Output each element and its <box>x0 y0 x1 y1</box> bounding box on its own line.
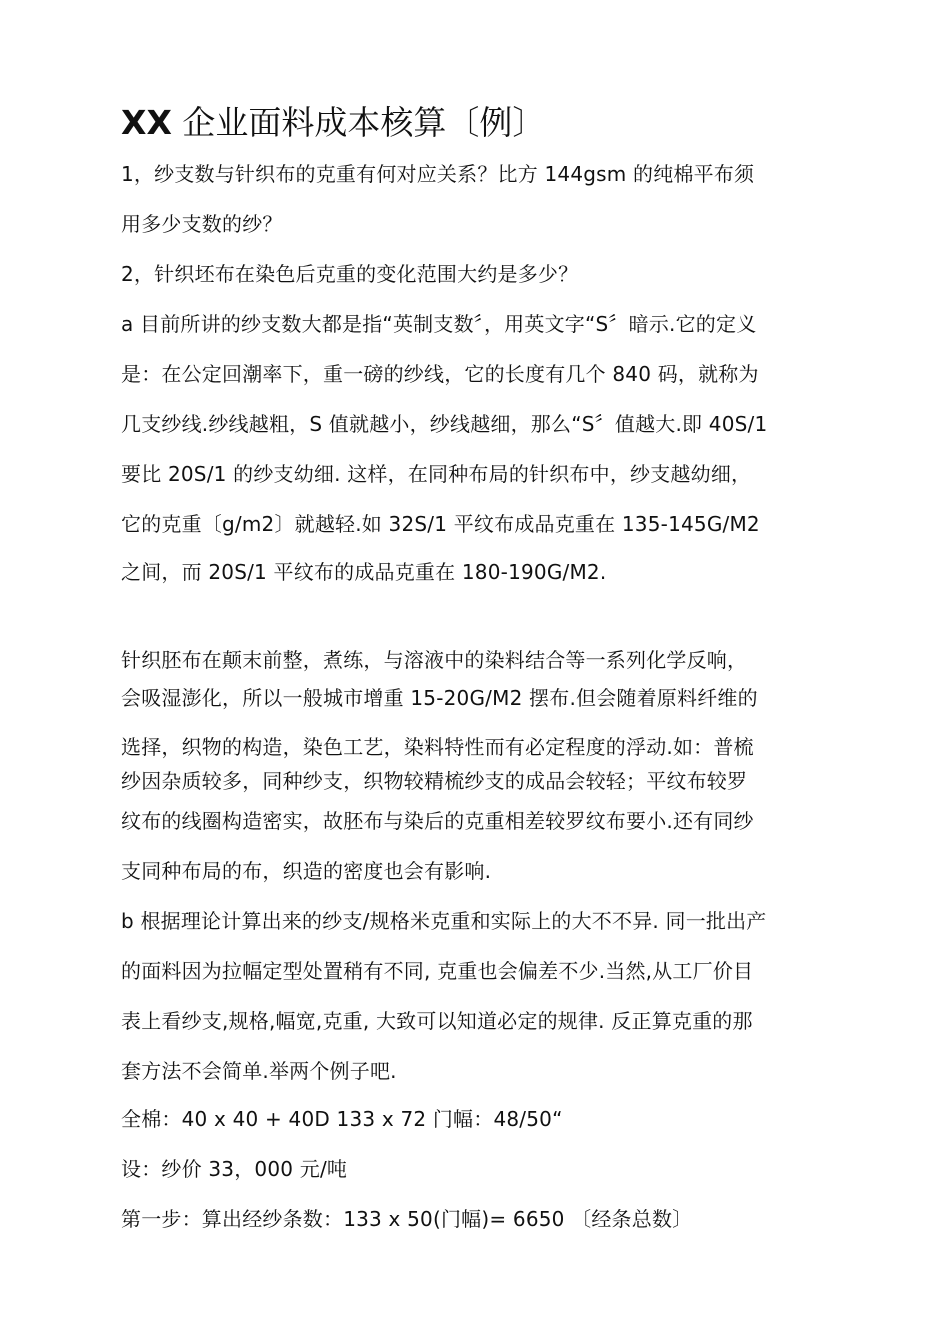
answer-a-line-2: 是：在公定回潮率下，重一磅的纱线，它的长度有几个 840 码，就称为 <box>121 362 759 386</box>
paragraph-2-line-3: 选择，织物的构造，染色工艺，染料特性而有必定程度的浮动.如：普梳 <box>121 735 754 759</box>
example-step-1: 第一步：算出经纱条数：133 x 50(门幅)= 6650 〔经条总数〕 <box>121 1207 693 1231</box>
paragraph-2-line-5: 纹布的线圈构造密实，故胚布与染后的克重相差较罗纹布要小.还有同纱 <box>121 809 754 833</box>
document-title <box>121 103 545 143</box>
question-1-line-1: 1，纱支数与针织布的克重有何对应关系？比方 144gsm 的纯棉平布须 <box>121 162 755 186</box>
answer-a-line-1: a 目前所讲的纱支数大都是指“英制支数〞，用英文字“S〞暗示.它的定义 <box>121 312 757 336</box>
answer-a-line-4: 要比 20S/1 的纱支幼细. 这样，在同种布局的针织布中，纱支越幼细， <box>121 462 752 486</box>
example-spec: 全棉：40 x 40 + 40D 133 x 72 门幅：48/50“ <box>121 1107 563 1131</box>
paragraph-2-line-4: 纱因杂质较多，同种纱支，织物较精梳纱支的成品会较轻；平纹布较罗 <box>121 769 748 793</box>
title-text: 企业面料成本核算〔例〕 <box>171 103 546 142</box>
answer-b-line-1: b 根据理论计算出来的纱支/规格米克重和实际上的大不不异. 同一批出产 <box>121 909 767 933</box>
paragraph-2-line-1: 针织胚布在颠末前整，煮练，与溶液中的染料结合等一系列化学反响， <box>121 648 748 672</box>
paragraph-2-line-6: 支同种布局的布，织造的密度也会有影响. <box>121 859 492 883</box>
answer-b-line-4: 套方法不会简单.举两个例子吧. <box>121 1059 397 1083</box>
question-2: 2，针织坯布在染色后克重的变化范围大约是多少？ <box>121 262 579 286</box>
answer-b-line-3: 表上看纱支,规格,幅宽,克重, 大致可以知道必定的规律. 反正算克重的那 <box>121 1009 753 1033</box>
answer-b-line-2: 的面料因为拉幅定型处置稍有不同, 克重也会偏差不少.当然,从工厂价目 <box>121 959 754 983</box>
example-yarn-price: 设：纱价 33，000 元/吨 <box>121 1157 348 1181</box>
paragraph-2-line-2: 会吸湿澎化，所以一般城市增重 15-20G/M2 摆布.但会随着原料纤维的 <box>121 686 758 710</box>
answer-a-line-5: 它的克重〔g/m2〕就越轻.如 32S/1 平纹布成品克重在 135-145G/M2 <box>121 512 760 536</box>
question-1-line-2: 用多少支数的纱？ <box>121 212 283 236</box>
title-prefix: XX <box>121 103 172 142</box>
answer-a-line-3: 几支纱线.纱线越粗，S 值就越小，纱线越细，那么“S〞值越大.即 40S/1 <box>121 412 768 436</box>
answer-a-line-6: 之间，而 20S/1 平纹布的成品克重在 180-190G/M2. <box>121 560 607 584</box>
